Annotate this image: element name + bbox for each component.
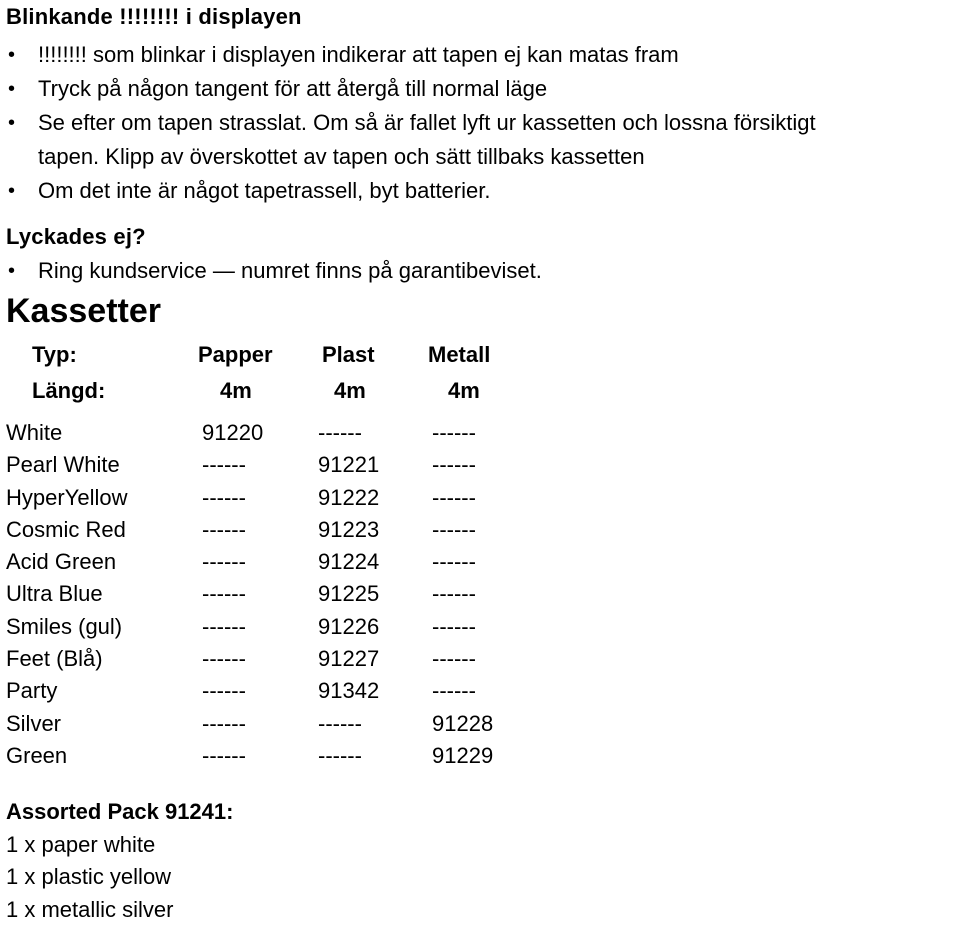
cassette-name: Ultra Blue	[6, 581, 103, 607]
cassettes-title: Kassetter	[6, 292, 161, 331]
metall-code: 91229	[432, 743, 493, 769]
paper-code: ------	[202, 485, 246, 511]
metall-code: ------	[432, 420, 476, 446]
cassette-name: Party	[6, 678, 57, 704]
cassette-table	[0, 418, 960, 773]
blink-heading: Blinkande !!!!!!!! i displayen	[6, 4, 302, 30]
paper-code: 91220	[202, 420, 263, 446]
table-row	[0, 709, 960, 741]
bullet-text: Se efter om tapen strasslat. Om så är fallet lyft ur kassetten och lossna försiktigt	[38, 106, 816, 140]
metall-code: 91228	[432, 711, 493, 737]
metall-code: ------	[432, 581, 476, 607]
length-plast: 4m	[334, 378, 366, 404]
paper-code: ------	[202, 549, 246, 575]
table-row	[0, 579, 960, 611]
metall-code: ------	[432, 614, 476, 640]
cassette-name: Smiles (gul)	[6, 614, 122, 640]
paper-code: ------	[202, 614, 246, 640]
plast-code: 91224	[318, 549, 379, 575]
list-item	[0, 106, 816, 174]
bullet-icon: •	[8, 72, 15, 106]
paper-code: ------	[202, 711, 246, 737]
assorted-item: 1 x paper white	[6, 829, 233, 862]
plast-code: 91225	[318, 581, 379, 607]
metall-code: ------	[432, 678, 476, 704]
table-row	[0, 418, 960, 450]
plast-code: 91227	[318, 646, 379, 672]
plast-code: ------	[318, 711, 362, 737]
blink-bullet-list	[0, 38, 816, 208]
type-label: Typ:	[32, 342, 77, 368]
table-row	[0, 483, 960, 515]
assorted-item: 1 x plastic yellow	[6, 861, 233, 894]
bullet-text: Tryck på någon tangent för att återgå till normal läge	[38, 72, 816, 106]
type-paper: Papper	[198, 342, 273, 368]
plast-code: 91342	[318, 678, 379, 704]
type-header-row	[0, 342, 960, 372]
bullet-icon: •	[8, 174, 15, 208]
plast-code: 91223	[318, 517, 379, 543]
list-item	[0, 174, 816, 208]
plast-code: ------	[318, 420, 362, 446]
assorted-item: 1 x metallic silver	[6, 894, 233, 926]
paper-code: ------	[202, 678, 246, 704]
bullet-icon: •	[8, 38, 15, 72]
plast-code: ------	[318, 743, 362, 769]
plast-code: 91221	[318, 452, 379, 478]
metall-code: ------	[432, 517, 476, 543]
paper-code: ------	[202, 581, 246, 607]
type-plast: Plast	[322, 342, 375, 368]
table-row	[0, 450, 960, 482]
bullet-text: Ring kundservice — numret finns på garantibeviset.	[38, 254, 542, 288]
cassette-name: Silver	[6, 711, 61, 737]
length-header-row	[0, 378, 960, 408]
list-item	[0, 72, 816, 106]
metall-code: ------	[432, 485, 476, 511]
paper-code: ------	[202, 646, 246, 672]
table-row	[0, 644, 960, 676]
assorted-title: Assorted Pack 91241:	[6, 796, 233, 829]
cassette-name: HyperYellow	[6, 485, 127, 511]
bullet-text: !!!!!!!! som blinkar i displayen indikerar att tapen ej kan matas fram	[38, 38, 816, 72]
table-row	[0, 547, 960, 579]
fail-heading: Lyckades ej?	[6, 224, 146, 250]
table-row	[0, 612, 960, 644]
list-item	[0, 254, 542, 288]
bullet-text: Om det inte är något tapetrassell, byt batterier.	[38, 174, 816, 208]
cassette-name: Green	[6, 743, 67, 769]
assorted-pack	[6, 796, 233, 926]
bullet-icon: •	[8, 106, 15, 140]
metall-code: ------	[432, 452, 476, 478]
paper-code: ------	[202, 452, 246, 478]
table-row	[0, 676, 960, 708]
table-row	[0, 515, 960, 547]
cassette-name: Feet (Blå)	[6, 646, 103, 672]
cassette-name: Acid Green	[6, 549, 116, 575]
cassette-name: White	[6, 420, 62, 446]
bullet-icon: •	[8, 254, 15, 288]
length-label: Längd:	[32, 378, 105, 404]
table-row	[0, 741, 960, 773]
metall-code: ------	[432, 549, 476, 575]
bullet-text-continued: tapen. Klipp av överskottet av tapen och sätt tillbaks kassetten	[38, 140, 816, 174]
metall-code: ------	[432, 646, 476, 672]
paper-code: ------	[202, 743, 246, 769]
plast-code: 91222	[318, 485, 379, 511]
fail-bullet-list	[0, 254, 542, 288]
cassette-name: Cosmic Red	[6, 517, 126, 543]
type-metall: Metall	[428, 342, 490, 368]
plast-code: 91226	[318, 614, 379, 640]
list-item	[0, 38, 816, 72]
length-metall: 4m	[448, 378, 480, 404]
paper-code: ------	[202, 517, 246, 543]
length-paper: 4m	[220, 378, 252, 404]
cassette-name: Pearl White	[6, 452, 120, 478]
